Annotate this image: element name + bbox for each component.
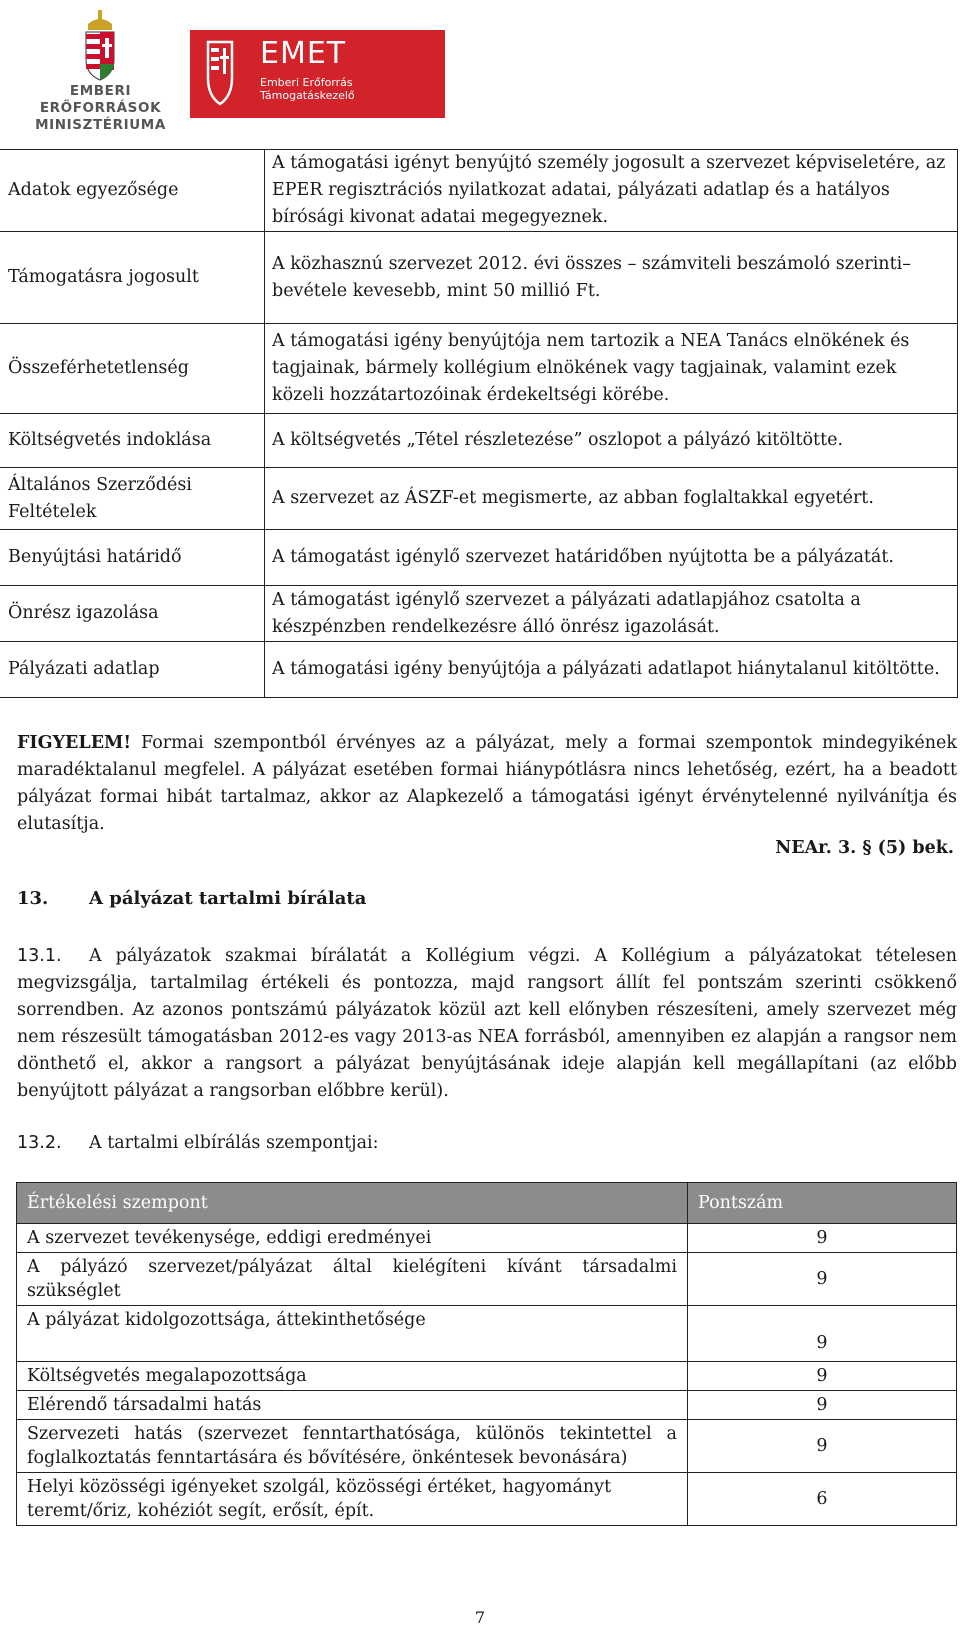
warning-paragraph xyxy=(17,730,957,838)
table-row xyxy=(0,324,958,414)
paragraph-13-2 xyxy=(17,1130,379,1157)
column-header-points: Pontszám xyxy=(688,1183,957,1224)
emet-logo xyxy=(190,30,445,118)
table-row xyxy=(17,1420,957,1473)
table-row xyxy=(17,1224,957,1253)
score-criterion: A pályázat kidolgozottsága, áttekinthetősége xyxy=(17,1306,688,1362)
criterion-label: Adatok egyezősége xyxy=(0,150,265,232)
paragraph-number: 13.2. xyxy=(17,1133,62,1153)
score-criterion: Helyi közösségi igényeket szolgál, közösségi értéket, hagyományt teremt/őriz, kohéziót segít, erősít, épít. xyxy=(17,1473,688,1526)
ministry-name-line1: EMBERI ERŐFORRÁSOK xyxy=(39,83,162,116)
table-header-row xyxy=(17,1183,957,1224)
emet-emblem-icon xyxy=(190,30,250,118)
criterion-text: A költségvetés „Tétel részletezése” oszlopot a pályázó kitöltötte. xyxy=(265,414,958,468)
warning-label: FIGYELEM! xyxy=(17,733,132,753)
table-row xyxy=(0,530,958,586)
emet-subtitle xyxy=(260,76,355,102)
table-row xyxy=(0,468,958,530)
criterion-label: Önrész igazolása xyxy=(0,586,265,642)
criterion-text: A támogatási igény benyújtója a pályázati adatlapot hiánytalanul kitöltötte. xyxy=(265,642,958,698)
emet-title: EMET xyxy=(260,36,347,71)
table-row xyxy=(0,586,958,642)
score-points: 9 xyxy=(688,1391,957,1420)
score-points: 9 xyxy=(688,1306,957,1362)
coat-of-arms-icon xyxy=(18,8,183,83)
score-points: 9 xyxy=(688,1420,957,1473)
ministry-logo xyxy=(18,8,183,133)
criterion-text: A közhasznú szervezet 2012. évi összes – számviteli beszámoló szerinti– bevétele kevesebb, mint 50 millió Ft. xyxy=(265,232,958,324)
score-points: 9 xyxy=(688,1224,957,1253)
formal-criteria-table xyxy=(0,149,958,698)
criterion-text: A támogatást igénylő szervezet a pályázati adatlapjához csatolta a készpénzben rendelkezésre álló önrész igazolását. xyxy=(265,586,958,642)
table-row xyxy=(0,642,958,698)
criterion-text: A támogatási igény benyújtója nem tartozik a NEA Tanács elnökének és tagjainak, bármely kollégium elnökének vagy tagjainak, valamint ezek közeli hozzátartozóinak érdekeltségi körébe. xyxy=(265,324,958,414)
page-number: 7 xyxy=(474,1608,486,1627)
table-row xyxy=(17,1391,957,1420)
criterion-text: A támogatási igényt benyújtó személy jogosult a szervezet képviseletére, az EPER regisztrációs nyilatkozat adatai, pályázati adatlap és a hatályos bírósági kivonat adatai megegyeznek. xyxy=(265,150,958,232)
score-criterion: Költségvetés megalapozottsága xyxy=(17,1362,688,1391)
section-title: A pályázat tartalmi bírálata xyxy=(89,888,367,909)
criterion-label: Pályázati adatlap xyxy=(0,642,265,698)
legal-reference: NEAr. 3. § (5) bek. xyxy=(775,838,954,858)
score-criterion: A pályázó szervezet/pályázat által kielégíteni kívánt társadalmi szükséglet xyxy=(17,1253,688,1306)
paragraph-13-1 xyxy=(17,943,957,1105)
paragraph-number: 13.1. xyxy=(17,946,62,966)
criterion-text: A szervezet az ÁSZF-et megismerte, az abban foglaltakkal egyetért. xyxy=(265,468,958,530)
ministry-logo-text xyxy=(18,83,183,134)
scoring-table xyxy=(16,1182,957,1526)
criterion-text: A támogatást igénylő szervezet határidőben nyújtotta be a pályázatát. xyxy=(265,530,958,586)
criterion-label: Általános Szerződési Feltételek xyxy=(0,468,265,530)
score-points: 9 xyxy=(688,1362,957,1391)
emet-subtitle-line2: Támogatáskezelő xyxy=(260,89,355,102)
table-row xyxy=(17,1362,957,1391)
section-heading xyxy=(17,888,366,909)
score-criterion: A szervezet tevékenysége, eddigi eredményei xyxy=(17,1224,688,1253)
score-points: 9 xyxy=(688,1253,957,1306)
table-row xyxy=(17,1473,957,1526)
score-criterion: Szervezeti hatás (szervezet fenntarthatósága, különös tekintettel a foglalkoztatás fenntartására és bővítésére, önkéntesek bevonására) xyxy=(17,1420,688,1473)
paragraph-text: A tartalmi elbírálás szempontjai: xyxy=(89,1133,379,1153)
criterion-label: Benyújtási határidő xyxy=(0,530,265,586)
table-row xyxy=(17,1306,957,1362)
section-number: 13. xyxy=(17,888,49,909)
ministry-name-line2: MINISZTÉRIUMA xyxy=(35,117,166,133)
warning-text: Formai szempontból érvényes az a pályázat, mely a formai szempontok mindegyikének maradéktalanul megfelel. A pályázat esetében formai hiánypótlásra nincs lehetőség, ezért, ha a beadott pályázat formai hibát tartalmaz, akkor az Alapkezelő a támogatási igényt érvénytelenné nyilvánítja és elutasítja. xyxy=(17,733,957,834)
score-points: 6 xyxy=(688,1473,957,1526)
table-row xyxy=(0,232,958,324)
paragraph-text: A pályázatok szakmai bírálatát a Kollégium végzi. A Kollégium a pályázatokat tételesen megvizsgálja, tartalmilag értékeli és pontozza, majd rangsort állít fel pontszám szerinti csökkenő sorrendben. Az azonos pontszámú pályázatok közül azt kell előnyben részesíteni, amely szervezet még nem részesült támogatásban 2012-es vagy 2013-as NEA forrásból, amennyiben ez alapján a rangsor nem dönthető el, akkor a rangsort a pályázat benyújtásának ideje alapján kell megállapítani (az előbb benyújtott pályázat a rangsorban előbbre kerül). xyxy=(17,946,957,1101)
column-header-criterion: Értékelési szempont xyxy=(17,1183,688,1224)
table-row xyxy=(17,1253,957,1306)
header-logos xyxy=(0,0,960,140)
criterion-label: Összeférhetetlenség xyxy=(0,324,265,414)
table-row xyxy=(0,414,958,468)
emet-subtitle-line1: Emberi Erőforrás xyxy=(260,76,353,89)
criterion-label: Támogatásra jogosult xyxy=(0,232,265,324)
score-criterion: Elérendő társadalmi hatás xyxy=(17,1391,688,1420)
criterion-label: Költségvetés indoklása xyxy=(0,414,265,468)
table-row xyxy=(0,150,958,232)
